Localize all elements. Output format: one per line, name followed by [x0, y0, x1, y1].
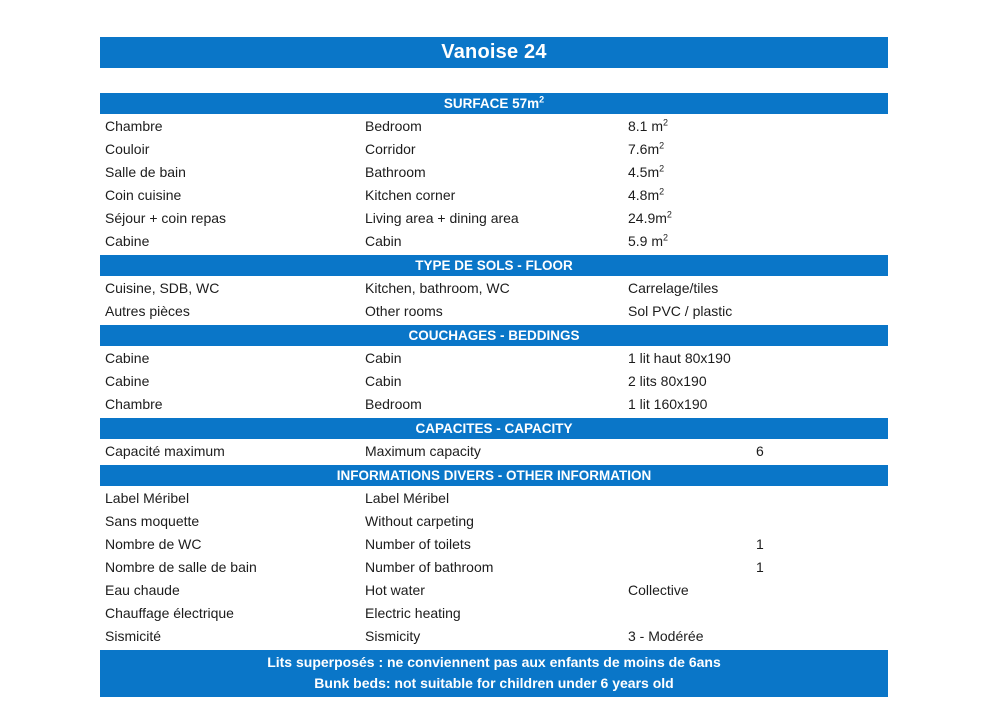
cell-label-en	[365, 280, 628, 296]
table-row	[100, 532, 888, 555]
cell-fr: Sans moquette	[105, 512, 200, 529]
cell-label-fr	[105, 536, 365, 552]
cell-label-en	[365, 605, 628, 621]
section-rows	[100, 114, 888, 252]
cell-value	[628, 187, 756, 203]
table-row	[100, 183, 888, 206]
cell-label-en	[365, 628, 628, 644]
cell-label-fr	[105, 582, 365, 598]
cell-label-en	[365, 559, 628, 575]
cell-label-en	[365, 513, 628, 529]
section-rows	[100, 346, 888, 415]
table-row	[100, 160, 888, 183]
cell-value-text: 3 - Modérée	[628, 627, 704, 644]
table-row	[100, 624, 888, 647]
section-rows	[100, 439, 888, 462]
cell-label-en	[365, 187, 628, 203]
cell-value-text: 4.5m	[628, 163, 660, 180]
cell-label-en	[365, 118, 628, 134]
cell-value-text: 2 lits 80x190	[628, 372, 707, 389]
cell-en: Without carpeting	[365, 512, 474, 529]
cell-value-text: 24.9m	[628, 209, 667, 226]
table-section	[100, 255, 888, 322]
cell-fr: Cabine	[105, 372, 150, 389]
cell-en: Kitchen corner	[365, 186, 456, 203]
cell-value	[628, 396, 756, 412]
cell-fr: Sismicité	[105, 627, 162, 644]
cell-en: Bedroom	[365, 395, 422, 412]
cell-fr: Eau chaude	[105, 581, 180, 598]
cell-value-text: 5.9 m	[628, 232, 664, 249]
cell-label-en	[365, 350, 628, 366]
cell-value-sup: 2	[659, 186, 665, 196]
cell-value	[628, 210, 756, 226]
section-header	[100, 418, 888, 439]
cell-fr: Séjour + coin repas	[105, 209, 227, 226]
cell-label-fr	[105, 490, 365, 506]
table-row	[100, 486, 888, 509]
section-header-label: INFORMATIONS DIVERS - OTHER INFORMATION	[336, 468, 652, 483]
cell-en: Electric heating	[365, 604, 461, 621]
section-header-sup: 2	[539, 94, 545, 105]
cell-fr: Autres pièces	[105, 302, 190, 319]
table-row	[100, 439, 888, 462]
section-header	[100, 325, 888, 346]
cell-num: 1	[756, 558, 764, 575]
table-row	[100, 276, 888, 299]
cell-value	[628, 582, 756, 598]
cell-fr: Nombre de salle de bain	[105, 558, 257, 575]
cell-fr: Coin cuisine	[105, 186, 182, 203]
section-header-label: COUCHAGES - BEDDINGS	[408, 328, 580, 343]
page-title: Vanoise 24	[100, 37, 888, 68]
cell-value	[628, 280, 756, 296]
cell-fr: Cabine	[105, 232, 150, 249]
cell-label-en	[365, 536, 628, 552]
cell-label-en	[365, 490, 628, 506]
cell-label-en	[365, 582, 628, 598]
cell-value-text: 4.8m	[628, 186, 660, 203]
footer-warning-banner	[100, 650, 888, 697]
cell-value-text: Collective	[628, 581, 689, 598]
cell-en: Corridor	[365, 140, 416, 157]
cell-en: Hot water	[365, 581, 425, 598]
cell-value-text: 1 lit 160x190	[628, 395, 708, 412]
table-row	[100, 114, 888, 137]
table-section	[100, 325, 888, 415]
section-header-label: SURFACE 57m	[443, 96, 540, 111]
table-section	[100, 465, 888, 647]
cell-label-fr	[105, 628, 365, 644]
section-header-label: TYPE DE SOLS - FLOOR	[415, 258, 573, 273]
table-section	[100, 93, 888, 252]
section-rows	[100, 276, 888, 322]
sections	[100, 93, 888, 647]
cell-fr: Capacité maximum	[105, 442, 225, 459]
cell-fr: Chambre	[105, 117, 163, 134]
section-header	[100, 255, 888, 276]
cell-label-en	[365, 164, 628, 180]
cell-fr: Cabine	[105, 349, 150, 366]
cell-value-text: 7.6m	[628, 140, 660, 157]
section-header	[100, 93, 888, 114]
cell-label-fr	[105, 118, 365, 134]
cell-label-en	[365, 303, 628, 319]
footer-warning-fr: Lits superposés : ne conviennent pas aux enfants de moins de 6ans	[267, 654, 721, 670]
cell-number	[756, 559, 888, 575]
cell-value	[628, 118, 756, 134]
cell-fr: Chambre	[105, 395, 163, 412]
table-row	[100, 137, 888, 160]
cell-en: Kitchen, bathroom, WC	[365, 279, 510, 296]
cell-en: Other rooms	[365, 302, 443, 319]
cell-fr: Salle de bain	[105, 163, 186, 180]
cell-label-fr	[105, 280, 365, 296]
table-row	[100, 392, 888, 415]
property-spec-sheet	[100, 37, 888, 697]
cell-label-fr	[105, 233, 365, 249]
cell-fr: Nombre de WC	[105, 535, 202, 552]
cell-en: Cabin	[365, 232, 402, 249]
cell-en: Cabin	[365, 372, 402, 389]
table-row	[100, 601, 888, 624]
cell-value-sup: 2	[666, 209, 672, 219]
cell-label-en	[365, 233, 628, 249]
cell-value-sup: 2	[659, 140, 665, 150]
table-row	[100, 346, 888, 369]
cell-label-en	[365, 210, 628, 226]
cell-number	[756, 536, 888, 552]
cell-en: Label Méribel	[365, 489, 450, 506]
cell-value-text: 8.1 m	[628, 117, 664, 134]
cell-value	[628, 141, 756, 157]
cell-label-fr	[105, 443, 365, 459]
cell-value-sup: 2	[659, 163, 665, 173]
cell-value	[628, 233, 756, 249]
table-row	[100, 369, 888, 392]
cell-value	[628, 373, 756, 389]
cell-value	[628, 350, 756, 366]
table-row	[100, 555, 888, 578]
cell-label-fr	[105, 164, 365, 180]
cell-label-fr	[105, 605, 365, 621]
cell-value	[628, 164, 756, 180]
cell-number	[756, 443, 888, 459]
cell-en: Bedroom	[365, 117, 422, 134]
cell-fr: Chauffage électrique	[105, 604, 234, 621]
table-section	[100, 418, 888, 462]
cell-label-en	[365, 373, 628, 389]
section-rows	[100, 486, 888, 647]
cell-fr: Label Méribel	[105, 489, 190, 506]
cell-value-sup: 2	[663, 232, 669, 242]
cell-label-fr	[105, 187, 365, 203]
cell-label-fr	[105, 513, 365, 529]
cell-value-text: 1 lit haut 80x190	[628, 349, 731, 366]
cell-value	[628, 303, 756, 319]
cell-label-fr	[105, 559, 365, 575]
table-row	[100, 229, 888, 252]
cell-value-text: Carrelage/tiles	[628, 279, 719, 296]
cell-label-fr	[105, 141, 365, 157]
cell-en: Cabin	[365, 349, 402, 366]
section-header-label: CAPACITES - CAPACITY	[415, 421, 573, 436]
cell-en: Number of toilets	[365, 535, 471, 552]
cell-fr: Cuisine, SDB, WC	[105, 279, 220, 296]
table-row	[100, 299, 888, 322]
cell-value	[628, 628, 756, 644]
cell-label-fr	[105, 373, 365, 389]
table-row	[100, 206, 888, 229]
cell-label-fr	[105, 303, 365, 319]
table-row	[100, 509, 888, 532]
cell-label-en	[365, 443, 628, 459]
cell-label-fr	[105, 210, 365, 226]
cell-label-en	[365, 141, 628, 157]
cell-en: Bathroom	[365, 163, 426, 180]
cell-en: Number of bathroom	[365, 558, 494, 575]
cell-en: Maximum capacity	[365, 442, 481, 459]
cell-fr: Couloir	[105, 140, 150, 157]
cell-label-fr	[105, 396, 365, 412]
section-header	[100, 465, 888, 486]
cell-en: Living area + dining area	[365, 209, 519, 226]
cell-value-text: Sol PVC / plastic	[628, 302, 733, 319]
table-row	[100, 578, 888, 601]
cell-label-fr	[105, 350, 365, 366]
cell-num: 1	[756, 535, 764, 552]
cell-label-en	[365, 396, 628, 412]
footer-warning-en: Bunk beds: not suitable for children under 6 years old	[314, 675, 674, 691]
cell-num: 6	[756, 442, 764, 459]
cell-value-sup: 2	[663, 117, 669, 127]
cell-en: Sismicity	[365, 627, 421, 644]
